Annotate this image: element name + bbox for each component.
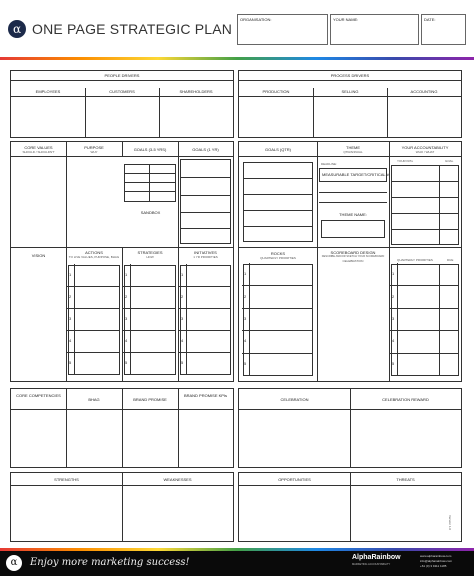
people-col-employees: EMPLOYEES — [35, 89, 61, 94]
actions-grid[interactable] — [68, 265, 120, 375]
process-col-selling: SELLING — [341, 89, 359, 94]
footer-tagline: Enjoy more marketing success! — [30, 557, 190, 568]
footer-logo: α — [6, 555, 22, 571]
threats-header: THREATS — [396, 477, 415, 482]
people-col-customers: CUSTOMERS — [109, 89, 135, 94]
row-number: 3 — [392, 316, 395, 321]
row-divider — [242, 330, 312, 331]
row-number: 1 — [125, 272, 128, 277]
row-number: 3 — [181, 316, 184, 321]
footer-brand-sub: MARKETING ACCOUNTABILITY — [352, 563, 391, 566]
measurable-target-box[interactable] — [319, 168, 387, 182]
brand-promise-header: BRAND PROMISE — [133, 397, 167, 402]
rocks-grid[interactable] — [243, 264, 313, 376]
opportunities-threats-section — [238, 472, 462, 542]
celebration-sub-label: CELEBRATION — [342, 259, 364, 263]
goal-label: GOAL — [445, 159, 454, 163]
rocks-header: ROCKS — [270, 251, 286, 256]
row-number: 4 — [392, 338, 395, 343]
row-number: 3 — [125, 316, 128, 321]
row-number: 4 — [125, 338, 128, 343]
header — [0, 0, 474, 56]
version-text: Version 1.0 — [448, 515, 452, 531]
sandbox-label: SANDBOX — [140, 210, 161, 215]
theme-name-label: THEME NAME: — [339, 212, 367, 217]
row-number: 1 — [69, 272, 72, 277]
row-number: 5 — [244, 361, 247, 366]
row-number: 5 — [69, 360, 72, 365]
goals-1yr-grid[interactable] — [180, 159, 231, 244]
goals-1yr-header: GOALS (1 YR) — [192, 147, 219, 152]
row-divider — [390, 308, 458, 309]
brand-promise-kpis-header: BRAND PROMISE KPIs — [183, 393, 228, 398]
row-number: 3 — [244, 316, 247, 321]
row-number: 1 — [244, 271, 247, 276]
people-drivers-section — [10, 70, 234, 138]
rocks-sub: QUARTERLY PRIORITIES — [260, 256, 296, 260]
process-col-production: PRODUCTION — [262, 89, 290, 94]
row-number: 4 — [69, 338, 72, 343]
strengths-weaknesses-section — [10, 472, 234, 542]
row-divider — [242, 285, 312, 286]
weaknesses-header: WEAKNESSES — [163, 477, 192, 482]
row-divider — [390, 285, 458, 286]
your-name-field[interactable] — [330, 14, 419, 45]
row-number: 5 — [392, 361, 395, 366]
row-number: 5 — [181, 360, 184, 365]
deadline-label: DEADLINE: — [321, 162, 337, 166]
footer-brand: AlphaRainbow — [352, 554, 401, 561]
theme-sub: QTR/ANNUAL — [343, 150, 363, 154]
process-drivers-section — [238, 70, 462, 138]
core-values-sub: SHOULD / SHOULDN'T — [22, 150, 55, 154]
row-number: 2 — [125, 294, 128, 299]
scoreboard-sub: DESCRIBE AND/OR SKETCH YOUR SCOREBOARD — [321, 255, 385, 258]
process-col-accounting: ACCOUNTING — [410, 89, 438, 94]
core-competencies-section — [10, 388, 234, 468]
row-number: 2 — [181, 294, 184, 299]
number-column-divider — [74, 264, 75, 374]
celebration-header: CELEBRATION — [280, 397, 309, 402]
number-column-divider — [249, 263, 250, 375]
row-number: 1 — [181, 272, 184, 277]
goals-3-5-header: GOALS (3-5 YRS) — [133, 147, 167, 152]
quarterly-priorities-label: QUARTERLY PRIORITIES — [397, 258, 433, 262]
purpose-header: PURPOSE — [84, 145, 104, 150]
footer — [0, 548, 474, 576]
row-number: 4 — [181, 338, 184, 343]
page-title: ONE PAGE STRATEGIC PLAN — [32, 21, 233, 37]
row-number: 2 — [69, 294, 72, 299]
footer-web[interactable]: www.alpharainbow.com — [420, 554, 452, 558]
actions-header: ACTIONS — [85, 250, 103, 255]
quarterly-priorities-grid[interactable] — [391, 264, 459, 376]
goals-qtr-grid[interactable] — [243, 162, 313, 242]
people-drivers-title: PEOPLE DRIVERS — [104, 73, 140, 78]
strategy-section — [10, 141, 234, 382]
number-column-divider — [186, 264, 187, 374]
core-values-header: CORE VALUES — [24, 145, 53, 150]
vision-header: VISION — [31, 253, 46, 258]
goals-qtr-header: GOALS (QTR) — [264, 147, 291, 152]
celebration-section — [238, 388, 462, 468]
row-number: 2 — [244, 294, 247, 299]
opportunities-header: OPPORTUNITIES — [278, 477, 311, 482]
row-divider — [390, 353, 458, 354]
kpi-grid[interactable] — [391, 165, 459, 245]
row-number: 5 — [125, 360, 128, 365]
date-label: DATE: — [424, 17, 436, 22]
row-number: 3 — [69, 316, 72, 321]
scoreboard-header: SCOREBOARD DESIGN — [330, 250, 376, 255]
strategies-header: STRATEGIES — [137, 250, 163, 255]
measurable-target-label: MEASURABLE TARGET/CRITICAL # — [322, 172, 389, 177]
row-divider — [390, 330, 458, 331]
row-number: 2 — [392, 294, 395, 299]
core-competencies-header: CORE COMPETENCIES — [16, 393, 61, 398]
initiatives-grid[interactable] — [180, 265, 231, 375]
number-column-divider — [397, 263, 398, 375]
process-drivers-title: PROCESS DRIVERS — [330, 73, 370, 78]
accountability-sub: WHO / WHAT — [415, 150, 435, 154]
initiatives-header: INITIATIVES — [194, 250, 217, 255]
date-field[interactable] — [421, 14, 466, 45]
people-col-shareholders: SHAREHOLDERS — [179, 89, 213, 94]
row-number: 1 — [392, 271, 395, 276]
row-divider — [242, 308, 312, 309]
your-kpis-label: YOUR KPIs — [397, 159, 413, 163]
strengths-header: STRENGTHS — [54, 477, 79, 482]
celebration-reward-header: CELEBRATION REWARD — [382, 397, 429, 402]
bhag-header: BHAG — [88, 397, 100, 402]
footer-email[interactable]: info@alpharainbow.com — [420, 559, 453, 563]
row-divider — [242, 353, 312, 354]
rainbow-divider — [0, 57, 474, 60]
row-number: 4 — [244, 338, 247, 343]
logo: α — [8, 20, 26, 38]
your-name-label: YOUR NAME: — [333, 17, 359, 22]
organisation-label: ORGANISATION: — [240, 17, 272, 22]
organisation-field[interactable] — [237, 14, 328, 45]
accountability-header: YOUR ACCOUNTABILITY — [401, 145, 449, 150]
theme-name-box[interactable] — [321, 220, 385, 238]
footer-rainbow — [0, 548, 474, 551]
strategies-grid[interactable] — [124, 265, 176, 375]
due-label: DUE — [447, 258, 454, 262]
strategies-sub: HOW — [146, 255, 154, 259]
number-column-divider — [130, 264, 131, 374]
goals-3-5-grid[interactable] — [124, 164, 176, 202]
quarterly-section — [238, 141, 462, 382]
initiatives-sub: 1 YR PRIORITIES — [193, 255, 218, 259]
purpose-sub: WHY — [90, 150, 98, 154]
theme-header: THEME — [346, 145, 360, 150]
actions-sub: TO LIVE VALUES, PURPOSE, BHAG — [68, 255, 120, 259]
footer-phone: +61 (0) 3 9111 1185 — [420, 564, 447, 568]
